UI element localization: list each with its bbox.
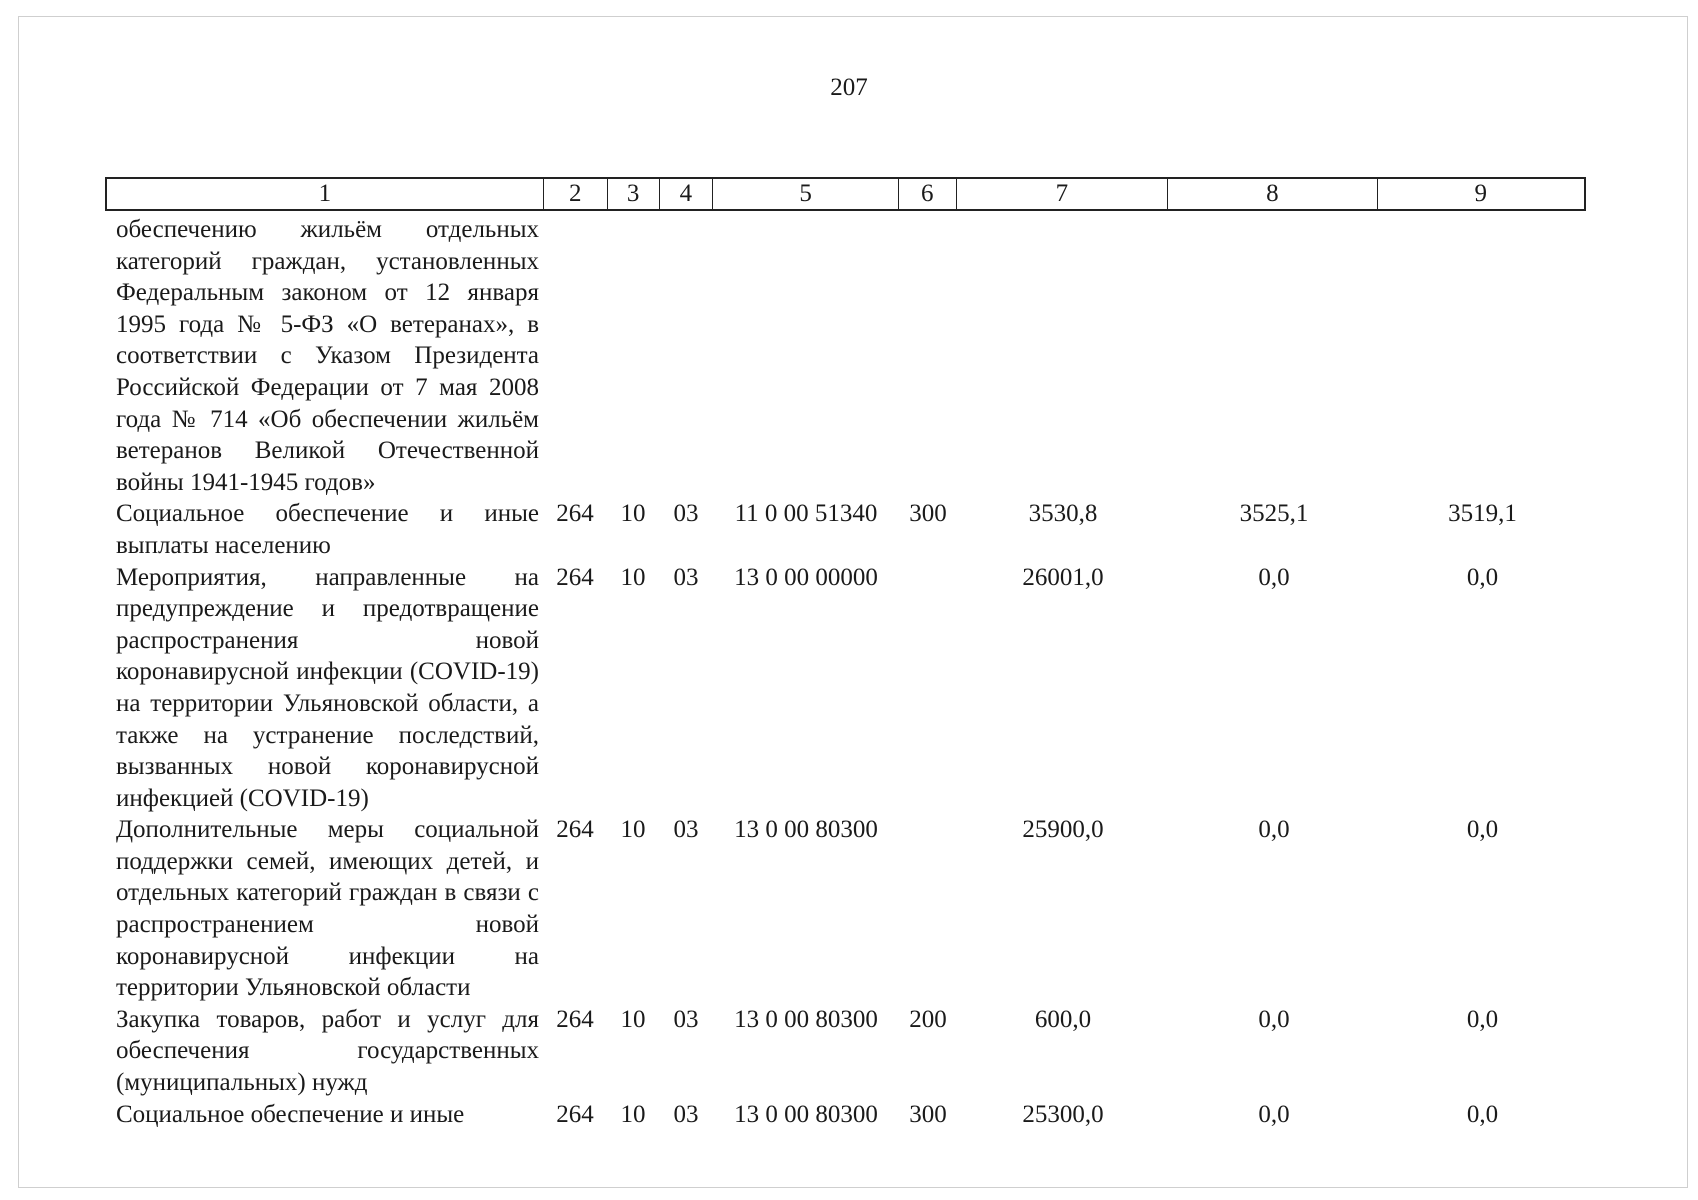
- row-col-6: [899, 214, 957, 498]
- row-col-6: [899, 814, 957, 1004]
- row-col-6: 300: [909, 500, 947, 528]
- row-col-6: [899, 562, 957, 815]
- header-col-8: 8: [1168, 179, 1377, 209]
- row-col-9: 0,0: [1466, 563, 1499, 591]
- row-col-2: 264: [556, 1005, 594, 1033]
- row-col-4: [659, 214, 713, 498]
- header-col-9: 9: [1474, 180, 1488, 207]
- row-col-2: 264: [556, 1100, 594, 1128]
- row-description: Закупка товаров, работ и услуг для обеспечения государственных (муниципальных) нужд: [116, 1005, 539, 1097]
- table-row: [105, 1004, 1586, 1099]
- row-col-5: 11 0 00 51340: [734, 500, 878, 528]
- header-col-2: 2: [544, 179, 608, 209]
- table-row: [105, 814, 1586, 1004]
- header-col-4: 4: [660, 179, 714, 209]
- row-description: Мероприятия, направленные на предупреждение и предотвращение распространения новой коронавирусной инфекции (COVID-19) на территории Ульяновской области, а также на устранение последствий, вызванных новой коронавирусной инфекцией (COVID-19): [116, 563, 539, 812]
- row-description: Социальное обеспечение и иные: [116, 1100, 465, 1128]
- row-col-3: 10: [620, 563, 646, 591]
- row-col-4: 03: [673, 500, 699, 528]
- header-col-5: 5: [713, 179, 899, 209]
- row-col-5: 13 0 00 80300: [734, 1005, 878, 1033]
- row-description: обеспечению жильём отдельных категорий граждан, установленных Федеральным законом от 12 января 1995 года № 5-ФЗ «О ветеранах», в соответствии с Указом Президента Российской Федерации от 7 мая 2008 года № 714 «Об обеспечении жильём ветеранов Великой Отечественной войны 1941-1945 годов»: [116, 216, 539, 496]
- row-col-9: 0,0: [1466, 816, 1499, 844]
- row-col-2: 264: [556, 816, 594, 844]
- row-col-8: 0,0: [1258, 1005, 1290, 1033]
- table-row: [105, 214, 1586, 498]
- row-col-5: 13 0 00 80300: [734, 816, 878, 844]
- table-header-row: [105, 177, 1586, 211]
- header-col-1: 1: [107, 179, 544, 209]
- row-col-2: 264: [556, 500, 594, 528]
- row-col-3: 10: [620, 816, 646, 844]
- header-col-7: 7: [957, 179, 1168, 209]
- row-col-3: [607, 214, 659, 498]
- row-col-8: 3525,1: [1239, 500, 1309, 528]
- row-col-9: 0,0: [1466, 1100, 1499, 1128]
- row-col-8: [1169, 214, 1379, 498]
- row-col-7: 26001,0: [1022, 563, 1104, 591]
- table-body: [105, 214, 1586, 1130]
- row-col-8: 0,0: [1258, 1100, 1290, 1128]
- row-col-3: 10: [620, 1100, 646, 1128]
- row-col-9: 3519,1: [1448, 500, 1517, 528]
- header-col-6: 6: [899, 179, 957, 209]
- row-description: Дополнительные меры социальной поддержки семей, имеющих детей, и отдельных категорий граждан в связи с распространением новой коронавирусной инфекции на территории Ульяновской области: [116, 816, 539, 1002]
- row-col-7: 600,0: [1034, 1005, 1092, 1033]
- row-col-8: 0,0: [1258, 816, 1290, 844]
- row-col-5: 13 0 00 80300: [734, 1100, 878, 1128]
- table-row: [105, 562, 1586, 815]
- row-col-3: 10: [620, 1005, 646, 1033]
- row-col-8: 0,0: [1258, 563, 1290, 591]
- row-col-5: [713, 214, 899, 498]
- row-col-4: 03: [673, 1005, 699, 1033]
- header-col-3: 3: [608, 179, 660, 209]
- row-col-2: 264: [556, 563, 594, 591]
- table-row: [105, 498, 1586, 561]
- row-description: Социальное обеспечение и иные выплаты населению: [116, 500, 539, 559]
- row-col-4: 03: [673, 563, 699, 591]
- row-col-9: 0,0: [1466, 1005, 1499, 1033]
- row-col-2: [543, 214, 607, 498]
- row-col-6: 300: [909, 1100, 947, 1128]
- row-col-9: [1379, 214, 1586, 498]
- row-col-6: 200: [909, 1005, 947, 1033]
- row-col-5: 13 0 00 00000: [734, 563, 878, 591]
- row-col-4: 03: [673, 1100, 699, 1128]
- row-col-3: 10: [620, 500, 646, 528]
- page-number: 207: [830, 74, 868, 101]
- row-col-7: 25300,0: [1022, 1100, 1104, 1128]
- row-col-4: 03: [673, 816, 699, 844]
- row-col-7: [957, 214, 1169, 498]
- row-col-7: 3530,8: [1028, 500, 1098, 528]
- row-col-7: 25900,0: [1022, 816, 1104, 844]
- table-row: [105, 1099, 1586, 1131]
